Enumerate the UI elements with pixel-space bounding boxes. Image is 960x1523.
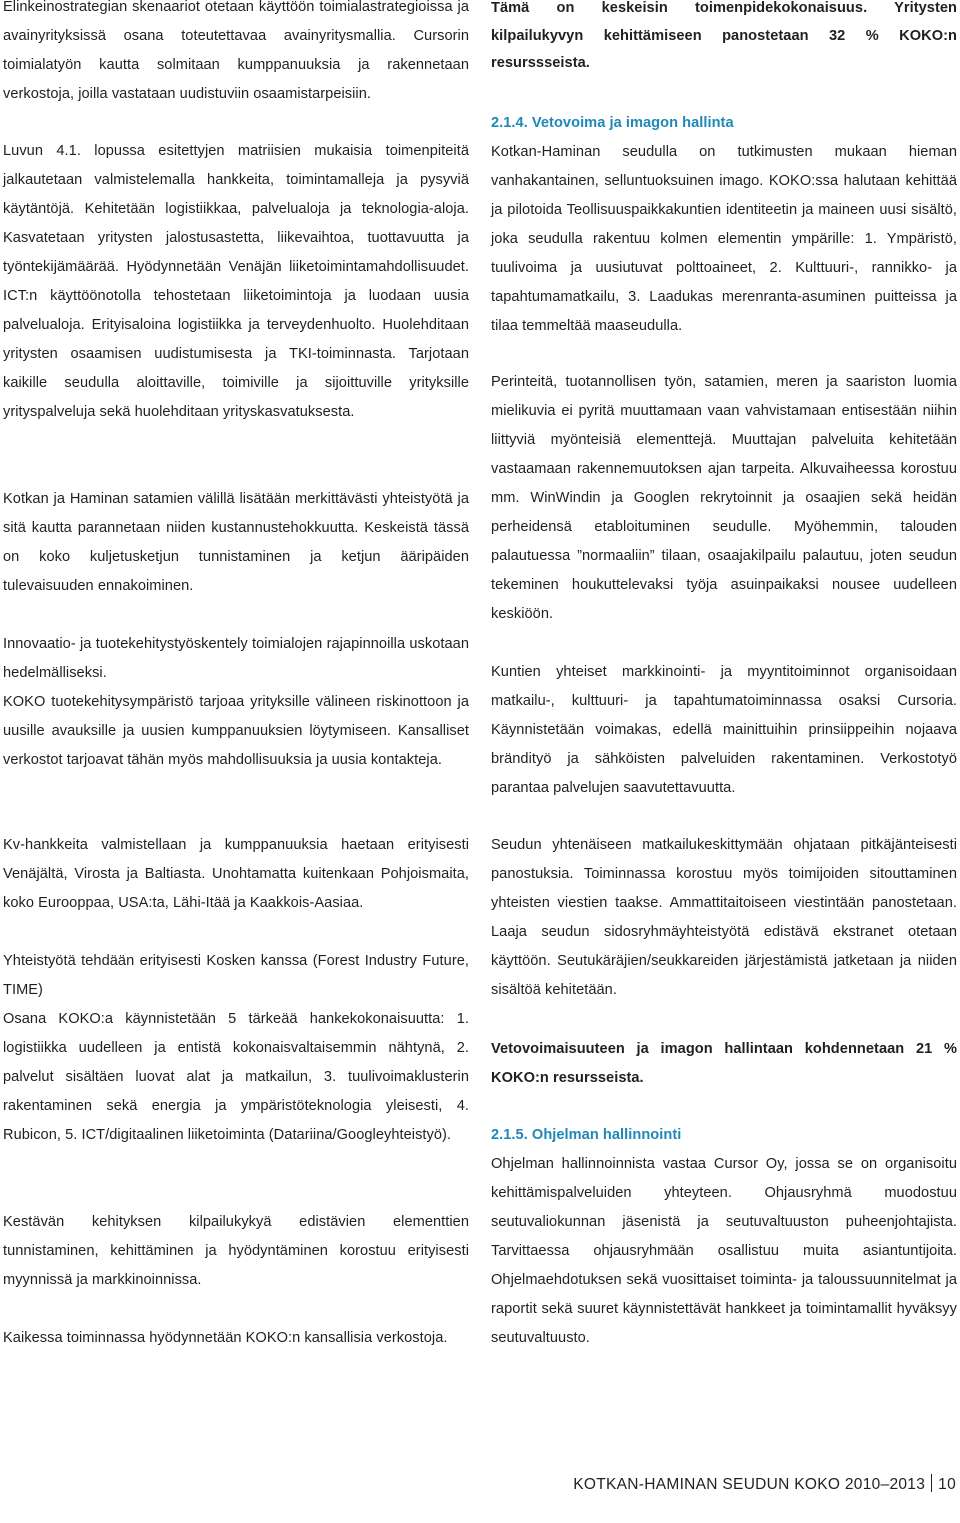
paragraph: Seudun yhtenäiseen matkailukeskittymään ohjataan pitkäjänteisesti panostuksia. Toiminnassa korostuu myös toimijoiden sitouttaminen yhteisten viestien taakse. Ammattitaitoiseen viestintään panostetaan. Laaja seudun sidosryhmäyhteistyötä edistävä ekstranet otetaan käyttöön. Seutukäräjien/seukkareiden järjestämistä jatketaan ja niiden sisältöä kehitetään. <box>491 837 957 998</box>
paragraph: Kotkan ja Haminan satamien välillä lisätään merkittävästi yhteistyötä ja sitä kautta parannetaan niiden kustannustehokkuutta. Keskeistä tässä on koko kuljetusketjun tunnistaminen ja ketjun ääripäiden tulevaisuuden ennakoiminen. <box>3 491 469 594</box>
page-number: 10 <box>938 1476 956 1493</box>
footer-divider <box>931 1474 932 1492</box>
paragraph: Kaikessa toiminnassa hyödynnetään KOKO:n kansallisia verkostoja. <box>3 1330 448 1346</box>
footer-title: KOTKAN-HAMINAN SEUDUN KOKO 2010–2013 <box>573 1476 926 1493</box>
paragraph: Kuntien yhteiset markkinointi- ja myyntitoiminnot organisoidaan matkailu-, kulttuuri- ja tapahtumatoiminnassa osaksi Cursoria. Käynnistetään voimakas, edellä mainittuihin prinsiippeihin nojaava brändityö ja sähköisten palveluiden rakentaminen. Verkostotyö parantaa palvelujen saavutettavuutta. <box>491 664 957 796</box>
page-footer <box>573 1474 956 1494</box>
paragraph: Luvun 4.1. lopussa esitettyjen matriisien mukaisia toimenpiteitä jalkautetaan valmistelemalla hankkeita, toimintamalleja ja pysyviä käytäntöjä. Kehitetään logistiikkaa, palvelualoja ja teknologia-aloja. Kasvatetaan yritysten jalostusastetta, liikevaihtoa, tuottavuutta ja työntekijämäärää. Hyödynnetään Venäjän liiketoimintamahdollisuudet. ICT:n käyttöönotolla tehostetaan liiketoimintoja ja luodaan uusia palvelualoja. Erityisaloina logistiikka ja terveydenhuolto. Huolehditaan yritysten osaamisen uudistumisesta ja TKI-toiminnasta. Tarjotaan kaikille seudulla aloittaville, toimiville ja sijoittuville yrityksille yrityspalveluja sekä huolehditaan yrityskasvatuksesta. <box>3 143 469 420</box>
paragraph: Kestävän kehityksen kilpailukykyä edistävien elementtien tunnistaminen, kehittäminen ja hyödyntäminen korostuu erityisesti myynnissä ja markkinoinnissa. <box>3 1214 469 1288</box>
paragraph: Yhteistyötä tehdään erityisesti Kosken kanssa (Forest Industry Future, TIME) <box>3 953 469 998</box>
paragraph: Kv-hankkeita valmistellaan ja kumppanuuksia haetaan erityisesti Venäjältä, Virosta ja Baltiasta. Unohtamatta kuitenkaan Pohjoismaita, koko Eurooppaa, USA:ta, Lähi-Itää ja Kaakkois-Aasiaa. <box>3 837 469 911</box>
paragraph: Osana KOKO:a käynnistetään 5 tärkeää hankekokonaisuutta: 1. logistiikka uudelleen ja entistä kokonaisvaltaisemmin nähtynä, 2. palvelut sisältäen luovat alat ja matkailun, 3. tuulivoimaklusterin rakentaminen sekä energia ja ympäristöteknologia yleisesti, 4. Rubicon, 5. ICT/digitaalinen liiketoiminta (Datariina/Googleyhteistyö). <box>3 1011 469 1143</box>
paragraph: Innovaatio- ja tuotekehitystyöskentely toimialojen rajapinnoilla uskotaan hedelmälliseksi. <box>3 636 469 681</box>
paragraph: Elinkeinostrategian skenaariot otetaan käyttöön toimialastrategioissa ja avainyrityksissä osana toteutettavaa avainyritysmallia. Cursorin toimialatyön kautta solmitaan kumppanuuksia ja rakennetaan verkostoja, joilla vastataan uudistuviin osaamistarpeisiin. <box>3 0 469 102</box>
emphasis-paragraph: Vetovoimaisuuteen ja imagon hallintaan kohdennetaan 21 % KOKO:n resursseista. <box>491 1041 957 1086</box>
paragraph: KOKO tuotekehitysympäristö tarjoaa yrityksille välineen riskinottoon ja uusille avauksille ja uusien kumppanuuksien löytymiseen. Kansalliset verkostot tarjoavat tähän myös mahdollisuuksia ja uusia kontakteja. <box>3 694 469 768</box>
paragraph: Perinteitä, tuotannollisen työn, satamien, meren ja saariston luomia mielikuvia ei pyritä muuttamaan vaan vahvistamaan entisestään niihin liittyviä myönteisiä elementtejä. Muuttajan palveluita kehitetään vastaamaan rakennemuutoksen ajan tarpeita. Alkuvaiheessa korostuu mm. WinWindin ja Googlen rekrytoinnit ja osaajien sekä heidän perheidensä etabloituminen seudulle. Myöhemmin, talouden palautuessa ”normaaliin” tilaan, osaajakilpailu palautuu, joten seudun tekeminen houkuttelevaksi työja asuinpaikaksi nousee uudelleen keskiöön. <box>491 374 957 622</box>
section-heading: 2.1.5. Ohjelman hallinnointi <box>491 1127 682 1143</box>
paragraph: Kotkan-Haminan seudulla on tutkimusten mukaan hieman vanhakantainen, selluntuoksuinen imago. KOKO:ssa halutaan kehittää ja pilotoida Teollisuuspaikkakuntien identiteetin ja maineen uusi sisältö, joka seudulla rakentuu kolmen elementin ympärille: 1. Ympäristö, tuulivoima ja uusiutuvat polttoaineet, 2. Kulttuuri-, rannikko- ja tapahtumamatkailu, 3. Laadukas merenranta-asuminen puitteissa ja tilaa temmeltää maaseudulla. <box>491 144 957 334</box>
section-heading: 2.1.4. Vetovoima ja imagon hallinta <box>491 115 734 131</box>
emphasis-paragraph: Tämä on keskeisin toimenpidekokonaisuus. Yritysten kilpailukyvyn kehittämiseen panostetaan 32 % KOKO:n resurssseista. <box>491 0 957 71</box>
paragraph: Ohjelman hallinnoinnista vastaa Cursor Oy, jossa se on organisoitu kehittämispalveluiden yhteyteen. Ohjausryhmä muodostuu seutuvaliokunnan jäsenistä ja seutuvaltuuston puheenjohtajista. Tarvittaessa ohjausryhmään osallistuu muita asiantuntijoita. Ohjelmaehdotuksen sekä vuosittaiset toiminta- ja taloussuunnitelmat ja raportit sekä suuret käynnistettävät hankkeet ja toimintamallit hyväksyy seutuvaltuusto. <box>491 1156 957 1346</box>
